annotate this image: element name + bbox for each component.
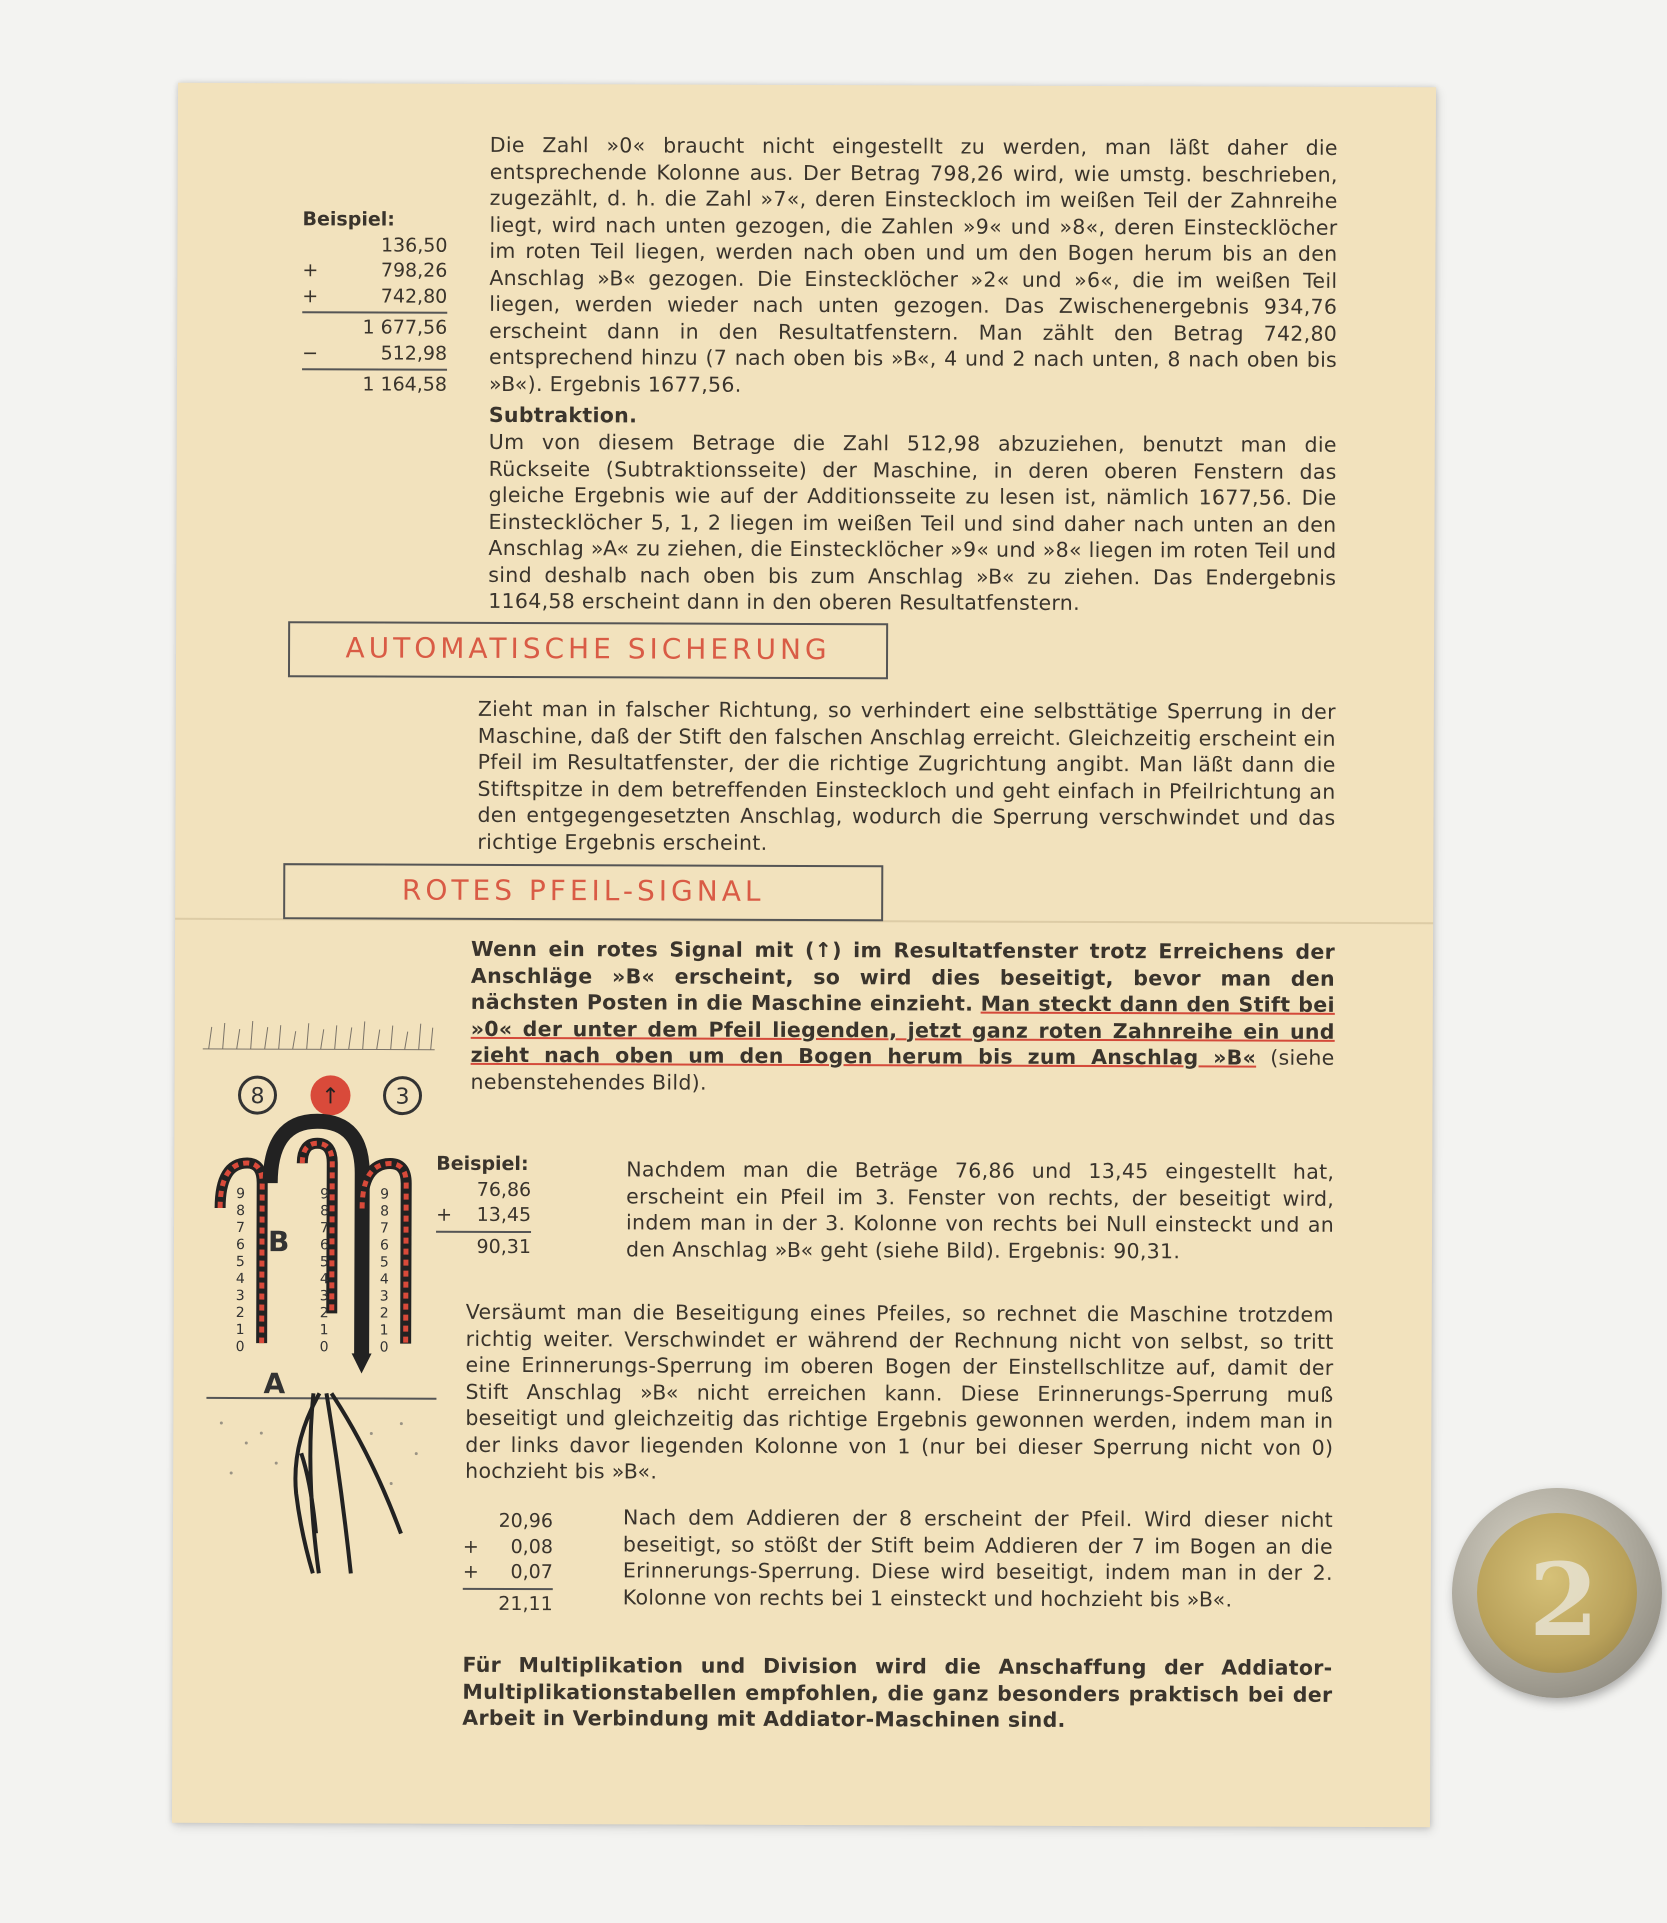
example-line: 1 164,58 bbox=[362, 373, 448, 396]
signal-part3: (siehe nebenstehendes Bild). bbox=[470, 1045, 1335, 1095]
label-b: B bbox=[267, 1225, 290, 1259]
sum-rule bbox=[302, 368, 447, 371]
window-right-digit: 3 bbox=[395, 1084, 410, 1110]
example-line: 90,31 bbox=[476, 1235, 532, 1258]
heading-automatische-sicherung: AUTOMATISCHE SICHERUNG bbox=[288, 621, 888, 679]
beispiel3-paragraph: Nach dem Addieren der 8 erscheint der Pfeil. Wird dieser nicht beseitigt, so stößt der Stift beim Addieren der 7 im Bogen an die Erinnerungs-Sperrung. Diese wird beseitigt, indem man in der 2. Kolonne von rechts bei 1 einsteckt und hochzieht bis »B«. bbox=[622, 1505, 1334, 1611]
beispiel2-paragraph: Nachdem man die Beträge 76,86 und 13,45 eingestellt hat, erscheint ein Pfeil im 3. Fenster von rechts, der beseitigt wird, indem man in der 3. Kolonne von rechts bei Null einsteckt und an den Anschlag »B« geht (siehe Bild). Ergebnis: 90,31. bbox=[625, 1157, 1335, 1263]
example-line: 136,50 bbox=[380, 234, 448, 257]
signal-paragraph bbox=[471, 936, 1336, 1098]
addiator-illustration bbox=[201, 1013, 443, 1654]
digits-left bbox=[236, 1186, 246, 1355]
heading-rotes-pfeil-signal: ROTES PFEIL-SIGNAL bbox=[283, 863, 883, 921]
example-addition-subtraction bbox=[302, 207, 448, 398]
slot-digit: 3 bbox=[319, 1288, 329, 1305]
coin-value: 2 bbox=[1529, 1541, 1599, 1659]
baseline bbox=[206, 1398, 436, 1399]
example-line: + 798,26 bbox=[302, 259, 448, 282]
slot-digit: 6 bbox=[319, 1237, 329, 1254]
sum-rule bbox=[463, 1587, 553, 1589]
slot-digit: 7 bbox=[320, 1220, 329, 1237]
slot-digit: 1 bbox=[319, 1322, 329, 1339]
instruction-sheet bbox=[172, 83, 1436, 1827]
slot-digit: 3 bbox=[235, 1288, 245, 1305]
stylus-hand bbox=[295, 1393, 401, 1573]
example-arrow-removal bbox=[436, 1152, 531, 1260]
sum-rule bbox=[436, 1230, 531, 1232]
signal-part1: Wenn ein rotes Signal mit (↑) im Resultatfenster trotz Erreichens der Anschläge »B« erscheint, so wird dies beseitigt, bevor man den nächsten Posten in die Maschine einzieht. bbox=[470, 936, 1336, 1016]
slot-digit: 4 bbox=[319, 1271, 329, 1288]
slot-digit: 4 bbox=[235, 1271, 245, 1288]
slot-digit: 4 bbox=[379, 1271, 389, 1288]
window-left-digit: 8 bbox=[250, 1084, 265, 1110]
intro-paragraph: Die Zahl »0« braucht nicht eingestellt zu werden, man läßt daher die entsprechende Kolonne aus. Der Betrag 798,26 wird, wie umstg. beschrieben, zugezählt, d. h. die Zahl »7«, deren Einsteckloch im weißen Teil der Zahnreihe liegt, wird nach unten gezogen, die Zahlen »9« und »8«, deren Einstecklöcher im roten Teil liegen, werden nach oben und um den Bogen herum bis an den Anschlag »B« gezogen. Die Einstecklöcher »2« und »6«, die im weißen Teil liegen, werden wieder nach unten gezogen. Das Zwischenergebnis 934,76 erscheint dann in den Resultatfenstern. Man zählt den Betrag 742,80 entsprechend hinzu (7 nach oben bis »B«, 4 und 2 nach unten, 8 nach oben bis »B«). Ergebnis 1677,56. bbox=[488, 132, 1338, 397]
digits-middle bbox=[320, 1186, 330, 1355]
slot-digit: 7 bbox=[236, 1220, 245, 1237]
slot-digit: 2 bbox=[379, 1305, 389, 1322]
example-reminder-lock bbox=[463, 1509, 553, 1617]
example-line: + 742,80 bbox=[302, 284, 448, 308]
example-line: − 512,98 bbox=[302, 341, 448, 365]
signal-part2: Man steckt dann den Stift bei »0« der unter dem Pfeil liegenden, jetzt ganz roten Zahnreihe ein und zieht nach oben um den Bogen herum bis zum Anschlag »B« bbox=[470, 991, 1335, 1070]
sum-rule bbox=[302, 311, 447, 314]
slot-digit: 8 bbox=[380, 1203, 390, 1220]
slot-digit: 2 bbox=[319, 1305, 329, 1322]
slot-digit: 0 bbox=[319, 1339, 329, 1356]
coin-center bbox=[1477, 1513, 1637, 1673]
slot-digit: 5 bbox=[379, 1254, 389, 1271]
paper-texture bbox=[220, 1421, 418, 1485]
example-line: 21,11 bbox=[498, 1592, 553, 1615]
slot-digit: 2 bbox=[235, 1305, 245, 1322]
slot-digit: 5 bbox=[235, 1254, 245, 1271]
sicherung-paragraph: Zieht man in falscher Richtung, so verhindert eine selbsttätige Sperrung in der Maschine, daß der Stift den falschen Anschlag erreicht. Gleichzeitig erscheint ein Pfeil im Resultatfenster, der die richtige Zugrichtung angibt. Man läßt dann die Stiftspitze in dem betreffenden Einsteckloch und geht einfach in Pfeilrichtung an den entgegengesetzten Anschlag, wodurch die Sperrung verschwindet und das richtige Ergebnis erscheint. bbox=[477, 696, 1336, 855]
slot-digit: 8 bbox=[236, 1203, 246, 1220]
slot-digit: 0 bbox=[235, 1339, 245, 1356]
example-line: 20,96 bbox=[498, 1509, 554, 1533]
example-label: Beispiel: bbox=[436, 1152, 529, 1176]
slot-digit: 1 bbox=[379, 1322, 389, 1339]
multiplikation-paragraph: Für Multiplikation und Division wird die Anschaffung der Addiator-Multiplikationstabellen empfohlen, die ganz besonders praktisch bei der Arbeit in Verbindung mit Addiator-Maschinen sind. bbox=[462, 1652, 1333, 1732]
subtraktion-heading: Subtraktion. bbox=[488, 402, 638, 428]
slot-digit: 8 bbox=[320, 1203, 330, 1220]
slot-digit: 1 bbox=[235, 1322, 245, 1339]
slot-digit: 9 bbox=[320, 1186, 330, 1203]
slot-digit: 3 bbox=[379, 1288, 389, 1305]
slot-digit: 6 bbox=[235, 1237, 245, 1254]
example-line: 1 677,56 bbox=[362, 316, 448, 339]
digits-right bbox=[380, 1187, 390, 1356]
slot-digit: 9 bbox=[380, 1186, 390, 1203]
two-euro-coin bbox=[1452, 1488, 1662, 1698]
window-arrow-glyph: ↑ bbox=[321, 1084, 340, 1110]
example-line: + 0,07 bbox=[462, 1560, 553, 1584]
slot-digit: 6 bbox=[379, 1237, 389, 1254]
grass-texture bbox=[203, 1021, 435, 1050]
slot-digit: 7 bbox=[380, 1220, 389, 1237]
versaeumt-paragraph: Versäumt man die Beseitigung eines Pfeiles, so rechnet die Maschine trotzdem richtig weiter. Verschwindet er während der Rechnung nicht von selbst, so tritt eine Erinnerungs-Sperrung im oberen Bogen der Einstellschlitze auf, damit der Stift Anschlag »B« nicht erreichen kann. Diese Erinnerungs-Sperrung muß beseitigt und gleichzeitig das richtige Ergebnis gewonnen werden, indem man in der links davor liegenden Kolonne von 1 (nur bei dieser Sperrung nicht von 0) hochzieht bis »B«. bbox=[465, 1299, 1334, 1484]
slot-digit: 5 bbox=[319, 1254, 329, 1271]
slot-digit: 0 bbox=[379, 1339, 389, 1356]
example-line: + 13,45 bbox=[436, 1203, 532, 1227]
example-line: 76,86 bbox=[476, 1178, 532, 1201]
slot-digit: 9 bbox=[236, 1186, 246, 1203]
example-line: + 0,08 bbox=[462, 1535, 553, 1558]
subtraktion-paragraph: Um von diesem Betrage die Zahl 512,98 abzuziehen, benutzt man die Rückseite (Subtraktionsseite) der Maschine, in deren oberen Fenstern das gleiche Ergebnis wie auf der Additionsseite zu lesen ist, nämlich 1677,56. Die Einstecklöcher 5, 1, 2 liegen im weißen Teil und sind daher nach unten an den Anschlag »A« zu ziehen, die Einstecklöcher »9« und »8« liegen im roten Teil und sind deshalb nach oben bis zum Anschlag »B« zu ziehen. Das Endergebnis 1164,58 erscheint dann in den oberen Resultatfenstern. bbox=[488, 429, 1337, 615]
label-a: A bbox=[263, 1367, 286, 1401]
example-label: Beispiel: bbox=[302, 208, 395, 231]
